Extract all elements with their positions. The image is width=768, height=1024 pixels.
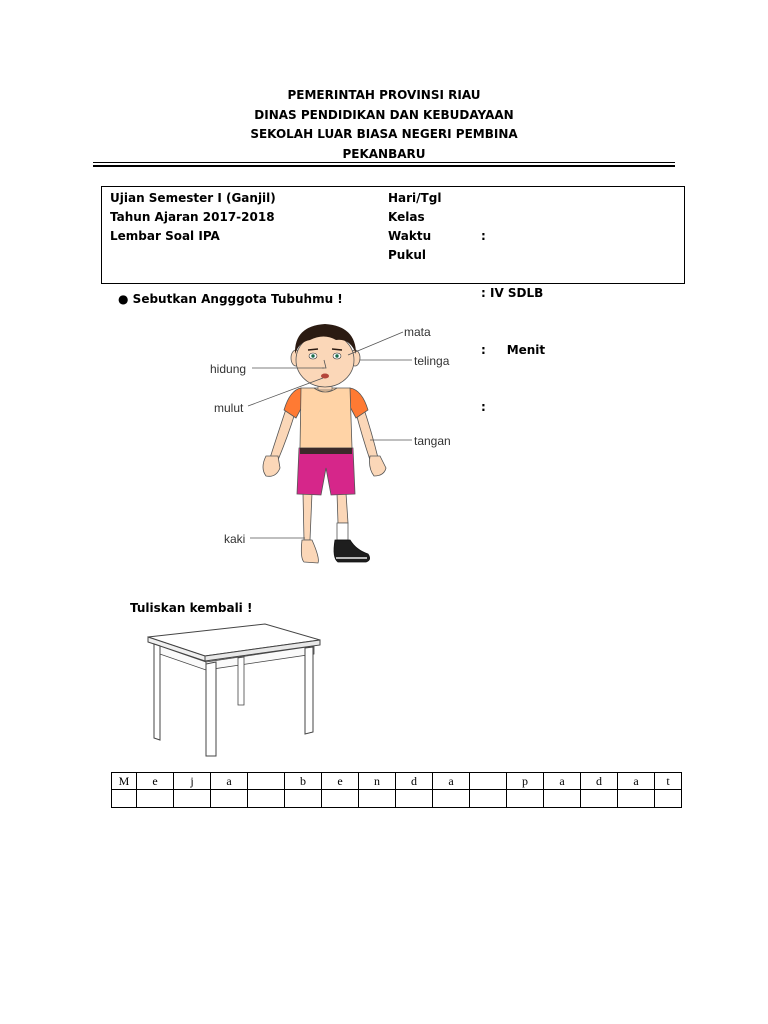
header-line-3: SEKOLAH LUAR BIASA NEGERI PEMBINA [250, 127, 518, 141]
answer-cell: j [174, 773, 211, 790]
question-1-text: Sebutkan Angggota Tubuhmu ! [132, 292, 343, 306]
value-kelas: : IV SDLB [481, 286, 544, 300]
bullet-icon: ● [118, 292, 129, 306]
header-divider-thin [93, 162, 675, 163]
answer-cell: n [359, 773, 396, 790]
header-line-1: PEMERINTAH PROVINSI RIAU [287, 88, 481, 102]
exam-info-labels [388, 189, 441, 265]
blank-cell[interactable] [433, 790, 470, 808]
blank-cell[interactable] [470, 790, 507, 808]
exam-subject: Lembar Soal IPA [110, 229, 220, 243]
answer-cell: d [581, 773, 618, 790]
exam-info-values [481, 189, 545, 436]
label-kaki: kaki [224, 532, 246, 546]
answer-cell: t [655, 773, 682, 790]
label-telinga: telinga [414, 354, 450, 368]
blank-cell[interactable] [359, 790, 396, 808]
school-header [0, 86, 768, 164]
answer-grid-blank-row [112, 790, 682, 808]
label-waktu: Waktu [388, 229, 432, 243]
answer-cell: e [322, 773, 359, 790]
exam-info-left [110, 189, 276, 246]
value-hari-tgl: : [481, 229, 486, 243]
label-tangan: tangan [414, 434, 451, 448]
blank-cell[interactable] [655, 790, 682, 808]
answer-cell [248, 773, 285, 790]
answer-cell: a [433, 773, 470, 790]
answer-cell: p [507, 773, 544, 790]
answer-cell: a [618, 773, 655, 790]
answer-cell [470, 773, 507, 790]
value-waktu: : Menit [481, 343, 546, 357]
blank-cell[interactable] [285, 790, 322, 808]
label-hidung: hidung [210, 362, 247, 376]
exam-semester: Ujian Semester I (Ganjil) [110, 191, 276, 205]
label-mulut: mulut [214, 401, 244, 415]
blank-cell[interactable] [137, 790, 174, 808]
answer-cell: a [211, 773, 248, 790]
question-2: Tuliskan kembali ! [130, 601, 253, 615]
header-line-4: PEKANBARU [342, 146, 426, 161]
blank-cell[interactable] [174, 790, 211, 808]
blank-cell[interactable] [112, 790, 137, 808]
answer-cell: a [544, 773, 581, 790]
exam-year: Tahun Ajaran 2017-2018 [110, 210, 275, 224]
body-parts-illustration [200, 318, 470, 573]
label-kelas: Kelas [388, 210, 425, 224]
label-hari-tgl: Hari/Tgl [388, 191, 442, 205]
answer-grid [111, 772, 682, 808]
answer-cell: M [112, 773, 137, 790]
blank-cell[interactable] [322, 790, 359, 808]
blank-cell[interactable] [618, 790, 655, 808]
answer-cell: d [396, 773, 433, 790]
answer-cell: e [137, 773, 174, 790]
blank-cell[interactable] [507, 790, 544, 808]
label-pukul: Pukul [388, 248, 426, 262]
answer-grid-letters-row [112, 773, 682, 790]
question-1 [118, 292, 343, 306]
table-illustration [140, 620, 325, 760]
label-mata: mata [404, 325, 431, 339]
value-pukul: : [481, 400, 486, 414]
blank-cell[interactable] [211, 790, 248, 808]
answer-cell: b [285, 773, 322, 790]
blank-cell[interactable] [544, 790, 581, 808]
header-divider-thick [93, 165, 675, 167]
blank-cell[interactable] [396, 790, 433, 808]
blank-cell[interactable] [248, 790, 285, 808]
header-line-2: DINAS PENDIDIKAN DAN KEBUDAYAAN [254, 107, 514, 122]
blank-cell[interactable] [581, 790, 618, 808]
